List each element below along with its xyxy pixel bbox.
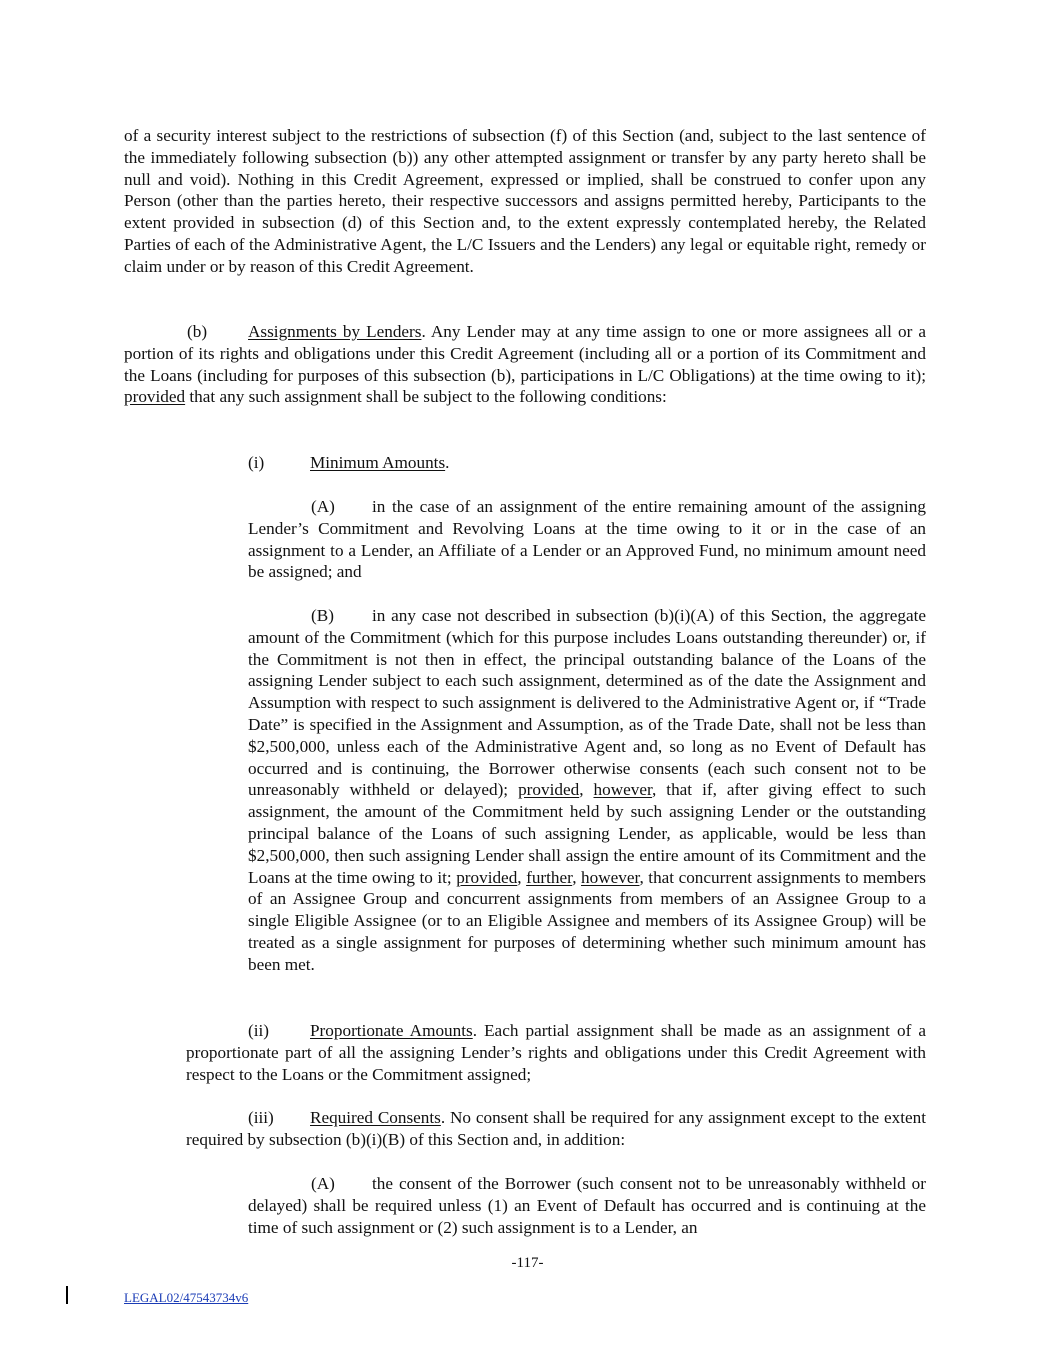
provided-term: provided xyxy=(456,867,518,887)
page-number: -117- xyxy=(511,1255,544,1271)
section-number: (b) xyxy=(187,322,208,341)
paragraph-b: (b) Assignments by Lenders. Any Lender may at any time assign to one or more assignees all or a portion of its rights and obligations under this Credit Agreement (including all or a portion of its Commitment and the Loans (including for purposes of this subsection (b), participations in L/C Obligations) at the time owing to it); provided that any such assignment shall be subject to the following conditions: xyxy=(124,322,926,407)
paragraph-i: (i) Minimum Amounts. xyxy=(248,453,450,472)
section-number: (i) xyxy=(248,453,265,472)
paragraph-iii: (iii) Required Consents. No consent shall be required for any assignment except to the extent required by subsection (b)(i)(B) of this Section and, in addition: xyxy=(186,1108,927,1149)
provided-term: provided xyxy=(124,387,186,407)
further-term: further xyxy=(526,867,573,887)
however-term: however xyxy=(593,780,652,800)
paragraph-i-B: (B) in any case not described in subsection (b)(i)(A) of this Section, the aggregate amount of the Commitment (which for this purpose includes Loans outstanding thereunder) or, if the Commitment is not then in effect, the principal outstanding balance of the Loans of the assigning Lender subject to each such assignment, determined as of the date the Assignment and Assumption with respect to such assignment is delivered to the Administrative Agent or, if “Trade Date” is specified in the Assignment and Assumption, as of the Trade Date, shall not be less than $2,500,000, unless each of the Administrative Agent and, so long as no Event of Default has occurred and is continuing, the Borrower otherwise consents (each such consent not to be unreasonably withheld or delayed); provided, however, that if, after giving effect to such assignment, the amount of the Commitment held by such assigning Lender or the outstanding principal balance of the Loans of such assigning Lender, as applicable, would be less than $2,500,000, then such assigning Lender shall assign the entire amount of its Commitment and the Loans at the time owing to it; provided, further, however, that concurrent assignments to members of an Assignee Group and concurrent assignments from members of an Assignee Group to a single Eligible Assignee (or to an Eligible Assignee and members of its Assignee Group) will be treated as a single assignment for purposes of determining whether such minimum amount has been met. xyxy=(248,606,926,974)
provided-term: provided xyxy=(518,780,580,800)
paragraph-ii: (ii) Proportionate Amounts. Each partial assignment shall be made as an assignment of a proportionate part of all the assigning Lender’s rights and obligations under this Credit Agreement with respect to the Loans or the Commitment assigned; xyxy=(186,1021,926,1084)
section-number: (A) xyxy=(311,497,335,516)
paragraph-continuation: of a security interest subject to the restrictions of subsection (f) of this Section (and, subject to the last sentence of the immediately following subsection (b)) any other attempted assignment or transfer by any party hereto shall be null and void). Nothing in this Credit Agreement, expressed or implied, shall be construed to confer upon any Person (other than the parties hereto, their respective successors and assigns permitted hereby, Participants to the extent provided in subsection (d) of this Section and, to the extent expressly contemplated hereby, the Related Parties of each of the Administrative Agent, the L/C Issuers and the Lenders) any legal or equitable right, remedy or claim under or by reason of this Credit Agreement. xyxy=(124,126,926,276)
paragraph-i-A: (A) in the case of an assignment of the entire remaining amount of the assigning Lender’s Commitment and Revolving Loans at the time owing to it or in the case of an assignment to a Lender, an Affiliate of a Lender or an Approved Fund, no minimum amount need be assigned; and xyxy=(248,497,926,582)
section-title: Proportionate Amounts xyxy=(310,1021,473,1040)
change-bar xyxy=(66,1286,68,1304)
section-title: Required Consents xyxy=(310,1108,441,1127)
section-number: (A) xyxy=(311,1174,335,1193)
section-number: (ii) xyxy=(248,1021,269,1040)
section-title: Assignments by Lenders xyxy=(248,322,422,341)
document-id-link[interactable]: LEGAL02/47543734v6 xyxy=(124,1290,249,1305)
paragraph-iii-A: (A) the consent of the Borrower (such consent not to be unreasonably withheld or delayed) shall be required unless (1) an Event of Default has occurred and is continuing at the time of such assignment or (2) such assignment is to a Lender, an xyxy=(248,1174,926,1237)
section-title: Minimum Amounts xyxy=(310,453,446,472)
section-number: (B) xyxy=(311,606,334,625)
however-term: however xyxy=(581,867,640,887)
section-number: (iii) xyxy=(248,1108,274,1127)
